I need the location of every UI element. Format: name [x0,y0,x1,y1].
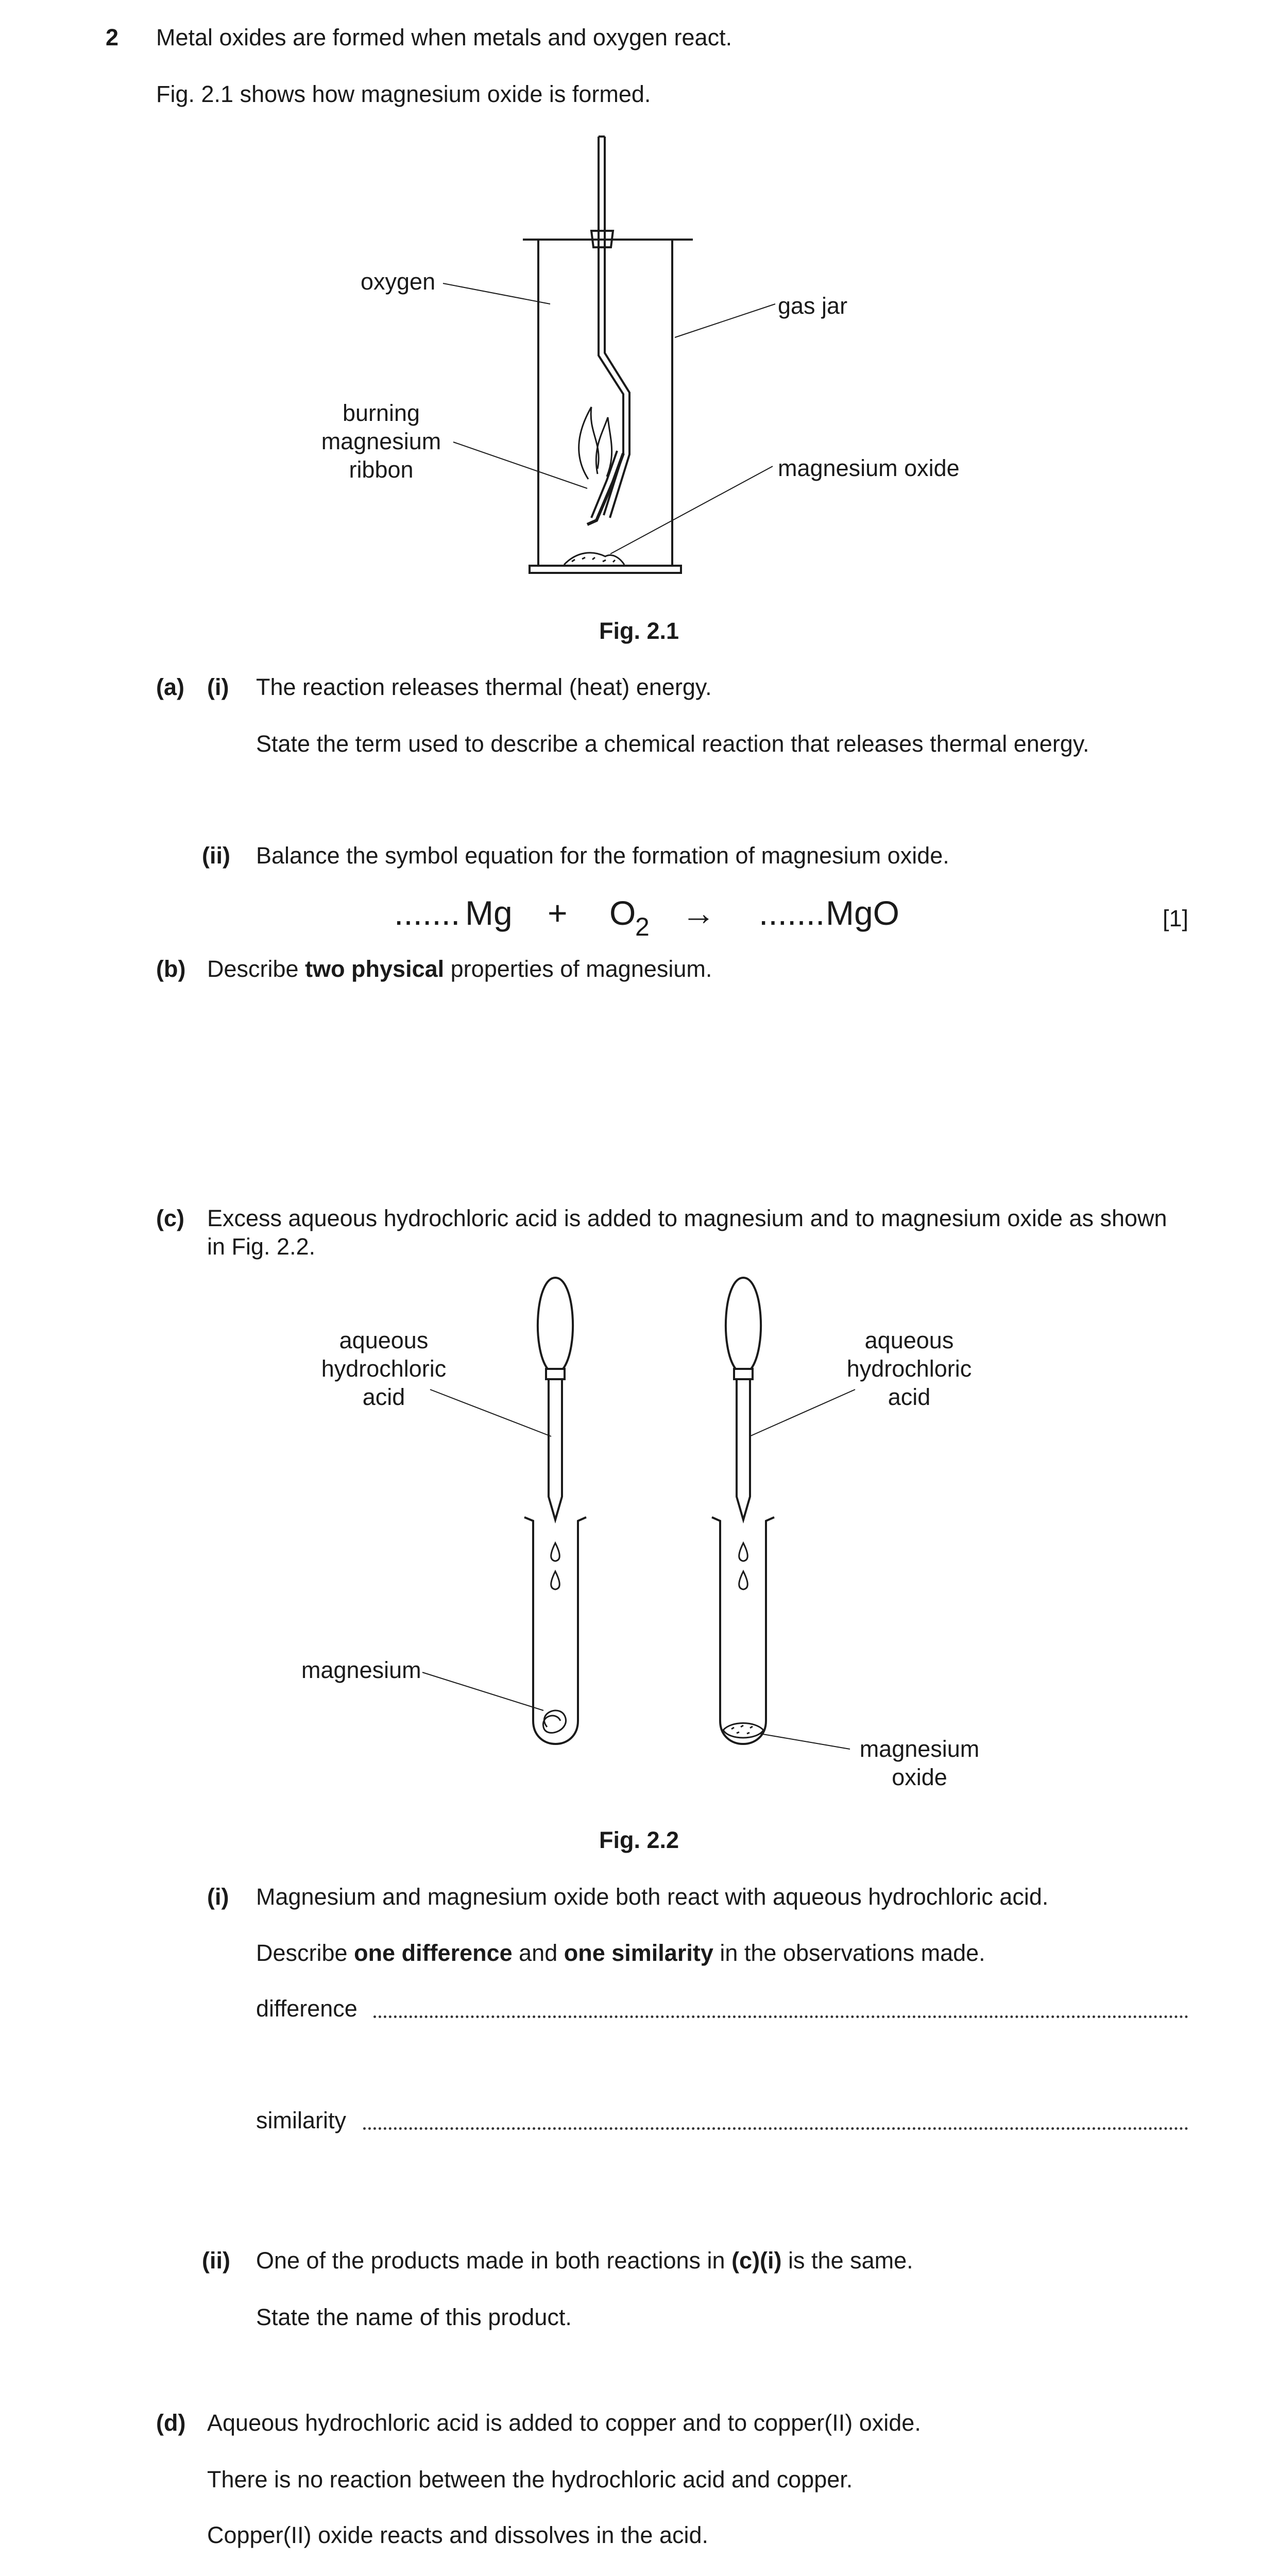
left-acid-label [309,1327,458,1412]
part-a-i-line2: State the term used to describe a chemical reaction that releases thermal energy. [256,731,1089,757]
part-b-pre: Describe [207,956,305,982]
similarity-answer-line[interactable] [363,2127,1188,2130]
eq-mgo: MgO [826,894,900,932]
question-number: 2 [106,24,119,50]
part-c-i-line2 [256,1939,985,1968]
part-a-label: (a) [156,674,184,700]
label-magnesium-oxide: magnesium oxide [778,455,960,481]
left-drop-2 [551,1571,560,1589]
left-acid-line2: hydrochloric [321,1355,447,1382]
eq-mg: Mg [465,894,513,932]
mgo-powder [723,1723,763,1738]
right-acid-label [834,1327,984,1412]
right-drop-1 [739,1543,748,1561]
right-dropper-bulb [726,1278,761,1369]
label-magnesium: magnesium [301,1657,421,1683]
right-acid-line3: acid [888,1383,931,1410]
part-a-ii-text: Balance the symbol equation for the formation of magnesium oxide. [256,842,949,869]
part-c-ii-label: (ii) [202,2247,230,2274]
ignition-rod [599,137,623,515]
question-intro: Metal oxides are formed when metals and oxygen react. [156,24,732,50]
magnesium-coil [543,1710,566,1733]
fig1-reference: Fig. 2.1 shows how magnesium oxide is formed. [156,81,651,107]
flame [579,407,599,479]
part-c-label: (c) [156,1205,184,1231]
similarity-label: similarity [256,2107,346,2133]
fig2-caption: Fig. 2.2 [599,1827,679,1853]
part-c-i-label: (i) [207,1884,229,1910]
eq-plus: + [548,894,568,932]
stopper [591,231,613,247]
label-mgo-right [853,1735,986,1792]
c-i-pre: Describe [256,1940,354,1966]
difference-answer-line[interactable] [373,2015,1188,2018]
part-c-i-line1: Magnesium and magnesium oxide both react with aqueous hydrochloric acid. [256,1884,1049,1910]
left-acid-line1: aqueous [339,1327,429,1353]
c-ii-post: is the same. [781,2247,913,2274]
c-ii-bold: (c)(i) [731,2247,782,2274]
right-acid-line1: aqueous [864,1327,954,1353]
part-c-ii-line2: State the name of this product. [256,2304,572,2330]
part-b-post: properties of magnesium. [444,956,712,982]
left-drop-1 [551,1543,560,1561]
gas-jar [538,240,672,566]
label-mgo-line2: oxide [892,1764,947,1790]
c-i-bold1: one difference [354,1940,513,1966]
magnesium-ribbon [587,453,623,524]
eq-blank-2[interactable]: ....... [759,894,825,932]
label-oxygen: oxygen [361,268,436,295]
part-d-line2: There is no reaction between the hydrochloric acid and copper. [207,2466,853,2493]
eq-arrow: → [681,894,715,932]
left-dropper-collar [546,1369,565,1379]
part-a-i-line1: The reaction releases thermal (heat) energy. [256,674,712,700]
right-acid-line2: hydrochloric [846,1355,972,1382]
left-acid-line3: acid [362,1383,405,1410]
label-burning-line3: ribbon [349,456,414,483]
part-a-ii-label: (ii) [202,842,230,869]
right-dropper-collar [734,1369,753,1379]
label-mgo-line1: magnesium [859,1736,980,1762]
part-c-line2: in Fig. 2.2. [207,1233,316,1260]
label-burning-line2: magnesium [321,428,441,454]
part-b-text [207,955,712,984]
magnesium-oxide-pile [564,553,624,565]
c-ii-pre: One of the products made in both reactions in [256,2247,732,2274]
gas-jar-base [530,566,681,573]
c-i-post: in the observations made. [713,1940,985,1966]
right-test-tube [712,1517,774,1744]
eq-o-subscript: 2 [635,912,650,941]
fig1-caption: Fig. 2.1 [599,618,679,644]
part-a-ii-marks: [1] [1162,905,1188,931]
part-c-line1: Excess aqueous hydrochloric acid is added to magnesium and to magnesium oxide as shown [207,1205,1167,1231]
c-i-bold2: one similarity [564,1940,713,1966]
right-drop-2 [739,1571,748,1589]
difference-label: difference [256,1995,357,2022]
left-test-tube [524,1517,586,1744]
part-b-bold: two physical [305,956,445,982]
part-a-i-label: (i) [207,674,229,700]
left-dropper-bulb [538,1278,573,1369]
left-dropper-tube [549,1379,562,1520]
part-b-label: (b) [156,956,186,982]
label-burning-line1: burning [342,400,420,426]
c-i-mid: and [512,1940,564,1966]
label-gas-jar: gas jar [778,293,848,319]
part-d-label: (d) [156,2410,186,2436]
part-c-ii-line1 [256,2246,913,2275]
label-burning-magnesium-ribbon [309,399,453,484]
part-d-line1: Aqueous hydrochloric acid is added to copper and to copper(II) oxide. [207,2410,921,2436]
eq-blank-1[interactable]: ....... [394,894,461,932]
right-dropper-tube [737,1379,750,1520]
part-d-line3: Copper(II) oxide reacts and dissolves in the acid. [207,2522,708,2548]
eq-o: O [609,894,636,932]
